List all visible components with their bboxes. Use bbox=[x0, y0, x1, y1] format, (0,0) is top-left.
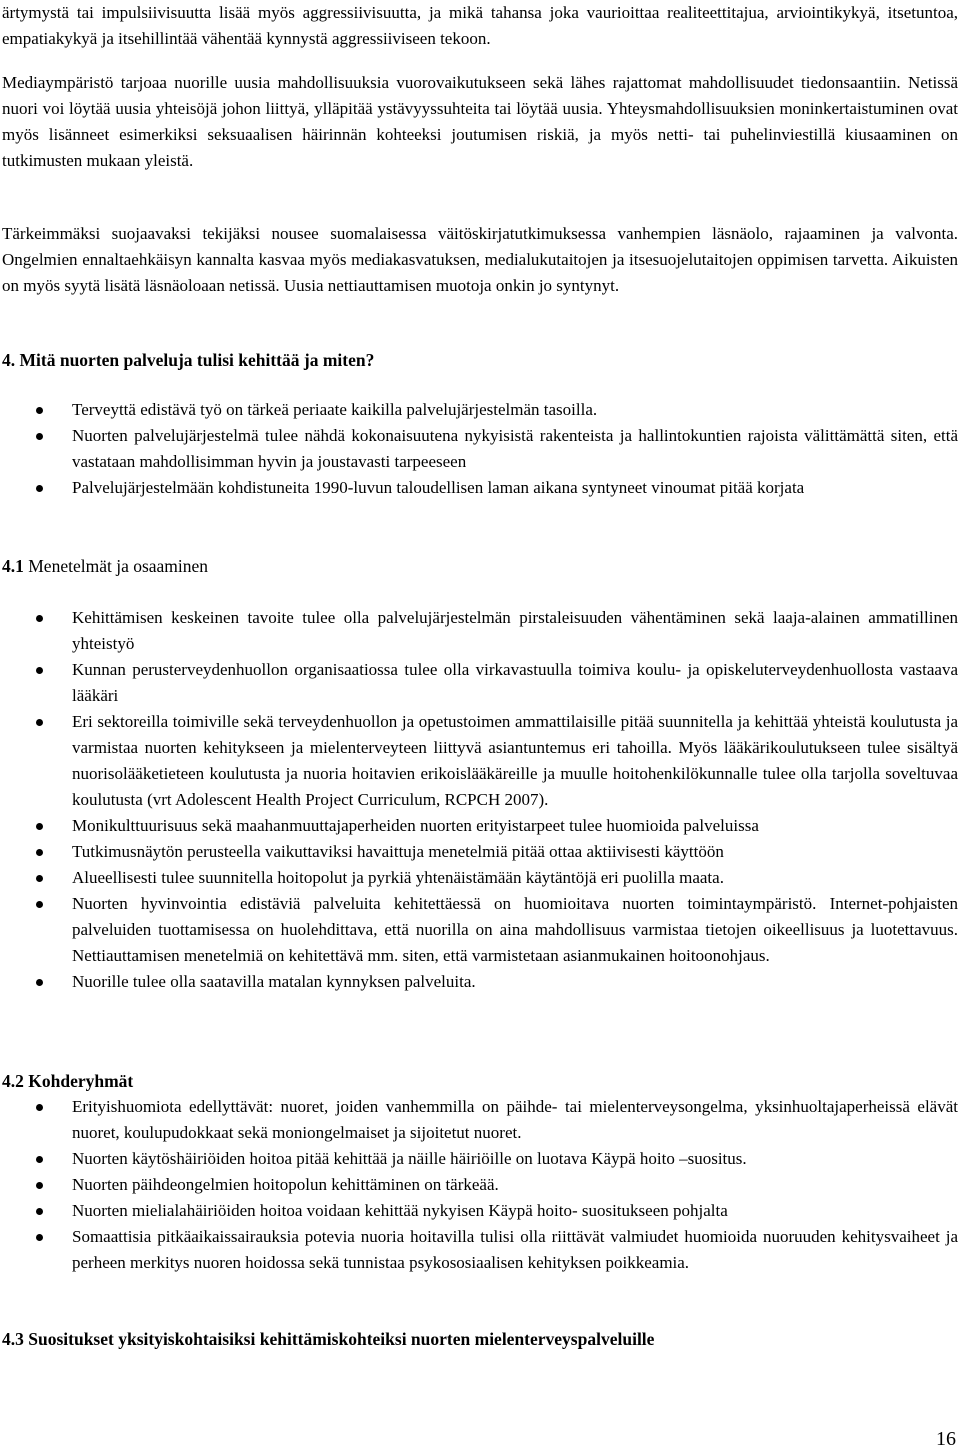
list-item: Monikulttuurisuus sekä maahanmuuttajaperheiden nuorten erityistarpeet tulee huomioida palveluissa bbox=[0, 813, 958, 839]
list-item: Nuorille tulee olla saatavilla matalan kynnyksen palveluita. bbox=[0, 969, 958, 995]
list-item: Nuorten hyvinvointia edistäviä palveluita kehitettäessä on huomioitava nuorten toimintaympäristö. Internet-pohjaisten palveluiden tuottamisessa on huolehdittava, että nuorilla on aina mahdollisuus varmistaa tietojen oikeellisuus ja luotettavuus. Nettiauttamisen menetelmiä on kehitettävä mm. siten, että varmistetaan asianmukainen hoitoonohjaus. bbox=[0, 891, 958, 969]
section-4-2-list bbox=[0, 1094, 958, 1276]
bullet-icon bbox=[36, 1104, 43, 1111]
list-item: Nuorten päihdeongelmien hoitopolun kehittäminen on tärkeää. bbox=[0, 1172, 958, 1198]
list-item: Erityishuomiota edellyttävät: nuoret, joiden vanhemmilla on päihde- tai mielenterveysongelma, yksinhuoltajaperheissä elävät nuoret, koulupudokkaat sekä moniongelmaiset ja sijoitetut nuoret. bbox=[0, 1094, 958, 1146]
paragraph-protective-factors: Tärkeimmäksi suojaavaksi tekijäksi nousee suomalaisessa väitöskirjatutkimuksessa vanhempien läsnäolo, rajaaminen ja valvonta. Ongelmien ennaltaehkäisyn kannalta kasvaa myös mediakasvatuksen, medialukutaitojen ja itsesuojelutaitojen oppimisen tarvetta. Aikuisten on myös syytä lisätä läsnäoloaan netissä. Uusia nettiauttamisen muotoja onkin jo syntynyt. bbox=[2, 224, 958, 295]
bullet-icon bbox=[36, 875, 43, 882]
bullet-icon bbox=[36, 979, 43, 986]
bullet-icon bbox=[36, 433, 43, 440]
list-item: Terveyttä edistävä työ on tärkeä periaate kaikilla palvelujärjestelmän tasoilla. bbox=[0, 397, 958, 423]
paragraph-media-environment: Mediaympäristö tarjoaa nuorille uusia mahdollisuuksia vuorovaikutukseen sekä lähes rajattomat mahdollisuudet tiedonsaantiin. Netissä nuori voi löytää uusia yhteisöjä johon liittyä, ylläpitää ystävyyssuhteita tai löytää uusia. Yhteysmahdollisuuksien moninkertaistuminen ovat myös lisänneet esimerkiksi seksuaalisen häirinnän kohteeksi joutumisen riskiä, ja myös netti- tai puhelinviestillä kiusaaminen on tutkimusten mukaan yleistä. bbox=[2, 73, 958, 170]
list-item: Eri sektoreilla toimiville sekä terveydenhuollon ja opetustoimen ammattilaisille pitää suunnitella ja kehittää yhteistä koulutusta ja varmistaa nuorten kehitykseen ja mielenterveyteen liittyvä asiantuntemus eri tahoilla. Myös lääkärikoulutukseen tulee sisältyä nuorisolääketieteen koulutusta ja nuoria hoitavien erikoislääkäreille ja muulle hoitohenkilökunnalle tulee olla tarjolla soveltuvaa koulutusta (vrt Adolescent Health Project Curriculum, RCPCH 2007). bbox=[0, 709, 958, 813]
paragraph-aggression: ärtymystä tai impulsiivisuutta lisää myös aggressiivisuutta, ja mikä tahansa joka vaurioittaa realiteettitajua, arviointikykyä, itsetuntoa, empatiakykyä ja itsehillintää vähentää kynnystä aggressiiviseen tekoon. bbox=[2, 3, 958, 48]
section-4-2-heading: 4.2 Kohderyhmät bbox=[2, 1071, 134, 1091]
list-item: Nuorten mielialahäiriöiden hoitoa voidaan kehittää nykyisen Käypä hoito- suositukseen pohjalta bbox=[0, 1198, 958, 1224]
list-item: Kunnan perusterveydenhuollon organisaatiossa tulee olla virkavastuulla toimiva koulu- ja opiskeluterveydenhuollosta vastaava lääkäri bbox=[0, 657, 958, 709]
section-4-1-list bbox=[0, 605, 958, 995]
list-item: Palvelujärjestelmään kohdistuneita 1990-luvun taloudellisen laman aikana syntyneet vinoumat pitää korjata bbox=[0, 475, 958, 501]
bullet-icon bbox=[36, 485, 43, 492]
bullet-icon bbox=[36, 1234, 43, 1241]
bullet-icon bbox=[36, 1182, 43, 1189]
list-item: Nuorten käytöshäiriöiden hoitoa pitää kehittää ja näille häiriöille on luotava Käypä hoito –suositus. bbox=[0, 1146, 958, 1172]
list-item: Somaattisia pitkäaikaissairauksia potevia nuoria hoitavilla tulisi olla riittävät valmiudet huomioida nuoruuden kehitysvaiheet ja perheen merkitys nuoren hoidossa sekä tunnistaa psykososiaalisen kehityksen poikkeamia. bbox=[0, 1224, 958, 1276]
bullet-icon bbox=[36, 1156, 43, 1163]
bullet-icon bbox=[36, 849, 43, 856]
list-item: Nuorten palvelujärjestelmä tulee nähdä kokonaisuutena nykyisistä rakenteista ja hallintokuntien rajoista välittämättä siten, että vastataan mahdollisimman hyvin ja joustavasti tarpeeseen bbox=[0, 423, 958, 475]
bullet-icon bbox=[36, 667, 43, 674]
list-item: Tutkimusnäytön perusteella vaikuttaviksi havaittuja menetelmiä pitää ottaa aktiivisesti käyttöön bbox=[0, 839, 958, 865]
section-4-list bbox=[0, 397, 958, 501]
bullet-icon bbox=[36, 901, 43, 908]
section-4-3-heading: 4.3 Suositukset yksityiskohtaisiksi kehittämiskohteiksi nuorten mielenterveyspalveluille bbox=[2, 1329, 655, 1349]
bullet-icon bbox=[36, 615, 43, 622]
bullet-icon bbox=[36, 407, 43, 414]
list-item: Kehittämisen keskeinen tavoite tulee olla palvelujärjestelmän pirstaleisuuden vähentäminen sekä laaja-alainen ammatillinen yhteistyö bbox=[0, 605, 958, 657]
bullet-icon bbox=[36, 1208, 43, 1215]
bullet-icon bbox=[36, 823, 43, 830]
list-item: Alueellisesti tulee suunnitella hoitopolut ja pyrkiä yhtenäistämään käytäntöjä eri puolilla maata. bbox=[0, 865, 958, 891]
section-4-heading: 4. Mitä nuorten palveluja tulisi kehittää ja miten? bbox=[2, 350, 375, 370]
bullet-icon bbox=[36, 719, 43, 726]
page-number: 16 bbox=[936, 1428, 956, 1450]
section-4-1-heading: 4.1 Menetelmät ja osaaminen bbox=[2, 556, 209, 576]
